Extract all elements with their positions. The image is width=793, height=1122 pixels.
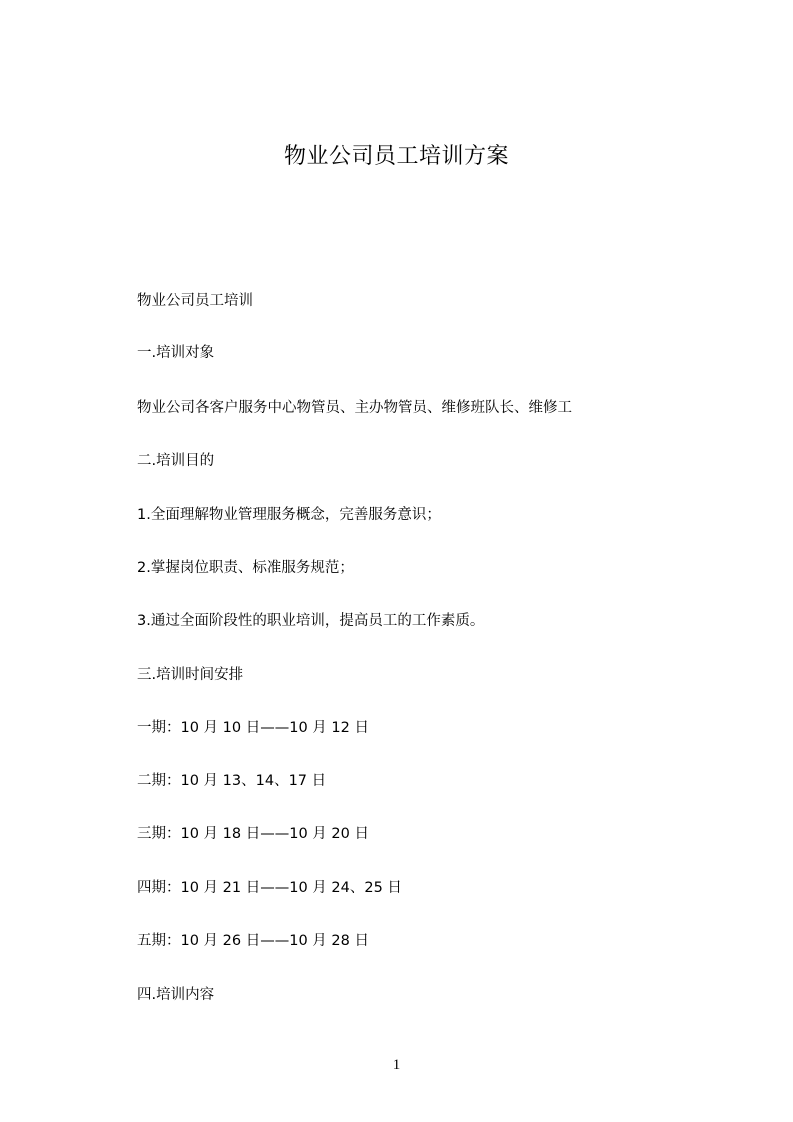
section-heading-training-purpose: 二.培训目的 [137,453,215,469]
schedule-item-phase-2: 二期：10 月 13、14、17 日 [137,773,327,789]
list-item-purpose-2: 2.掌握岗位职责、标准服务规范； [137,560,354,576]
section-heading-training-target: 一.培训对象 [137,345,215,361]
paragraph-training-target: 物业公司各客户服务中心物管员、主办物管员、维修班队长、维修工 [137,400,572,416]
section-heading-schedule: 三.培训时间安排 [137,667,244,683]
schedule-item-phase-1: 一期：10 月 10 日——10 月 12 日 [137,720,369,736]
page-number: 1 [392,1057,401,1073]
section-heading-intro: 物业公司员工培训 [137,293,253,309]
list-item-purpose-1: 1.全面理解物业管理服务概念，完善服务意识； [137,507,441,523]
schedule-item-phase-5: 五期：10 月 26 日——10 月 28 日 [137,933,369,949]
schedule-item-phase-3: 三期：10 月 18 日——10 月 20 日 [137,826,369,842]
document-title: 物业公司员工培训方案 [283,144,509,169]
schedule-item-phase-4: 四期：10 月 21 日——10 月 24、25 日 [137,880,402,896]
section-heading-training-content: 四.培训内容 [137,987,215,1003]
list-item-purpose-3: 3.通过全面阶段性的职业培训，提高员工的工作素质。 [137,613,485,629]
